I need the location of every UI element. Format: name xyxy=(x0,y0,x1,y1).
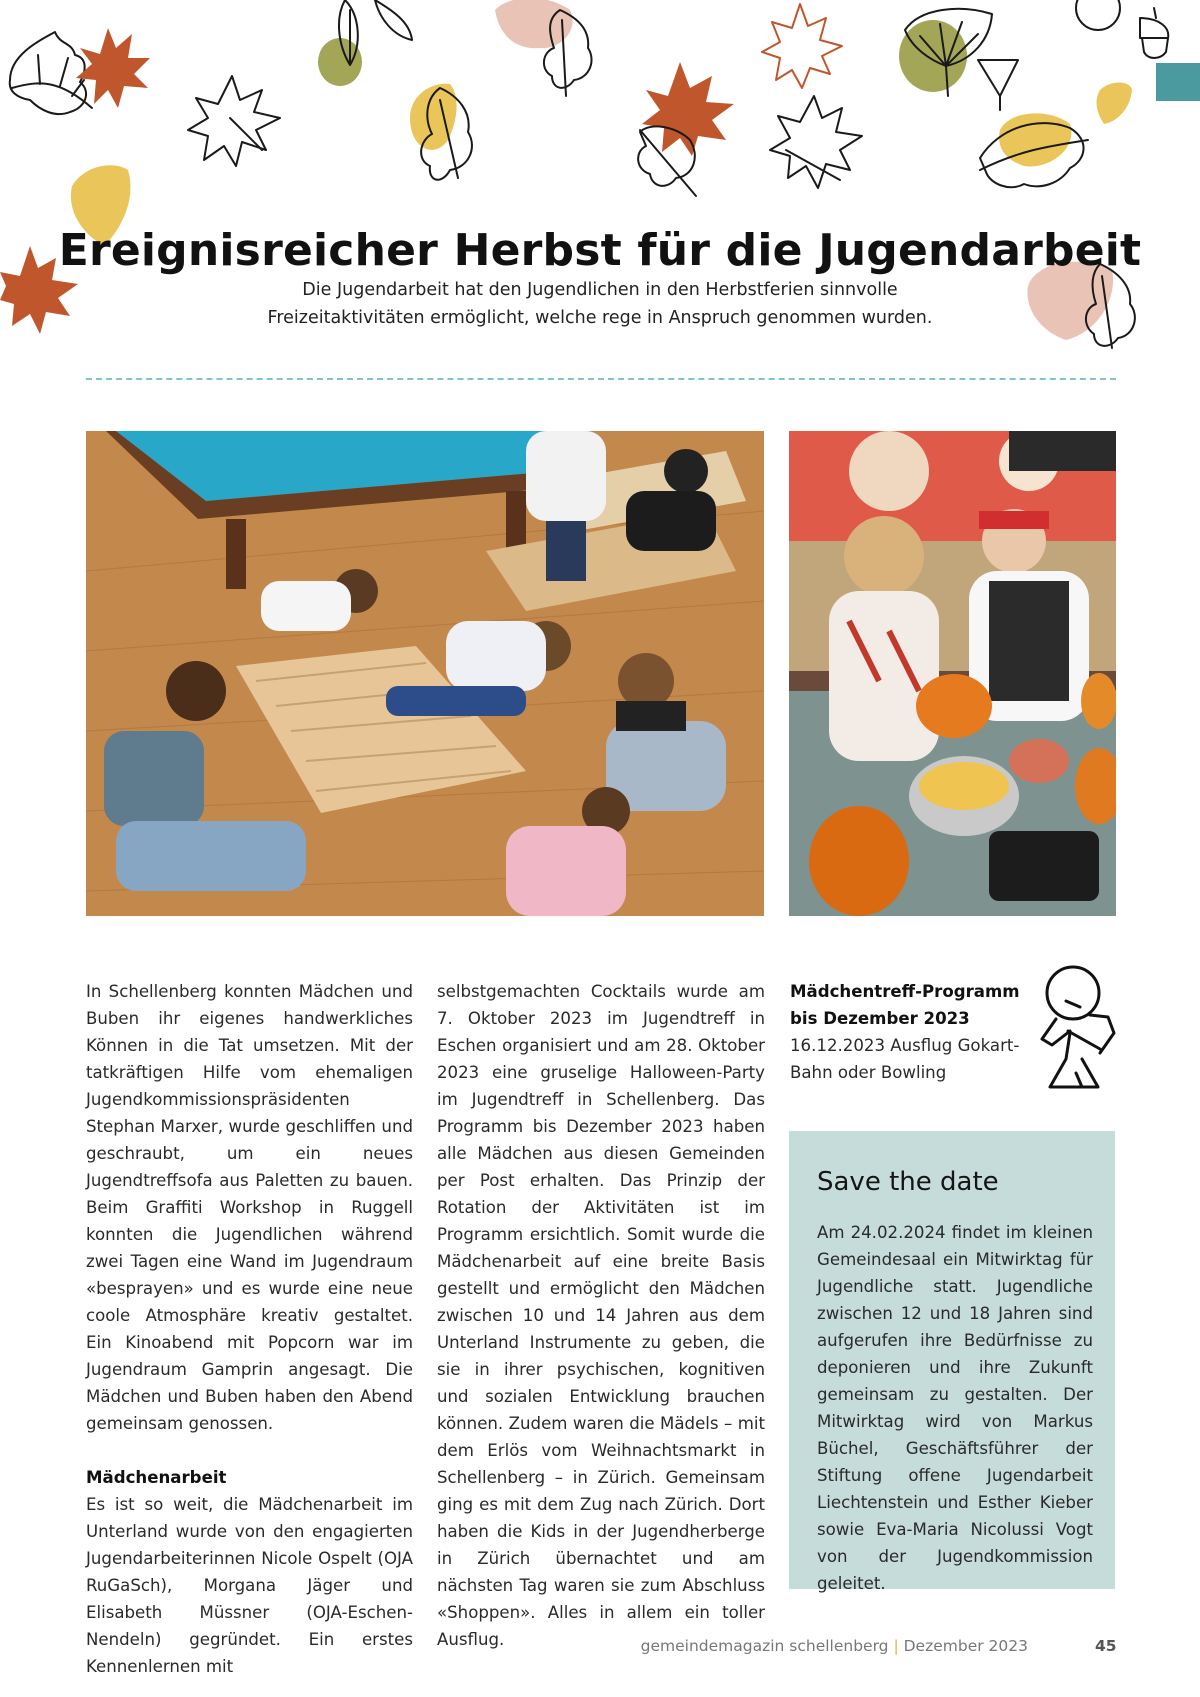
save-the-date-text: Am 24.02.2024 findet im kleinen Gemeindesaal ein Mitwirktag für Jugendliche statt. Jugendliche zwischen 12 und 18 Jahren sind aufgerufen ihre Bedürfnisse zu deponieren und ihre Zukunft gemeinsam zu gestalten. Der Mitwirktag wird von Markus Büchel, Geschäftsführer der Stiftung offene Jugendarbeit Liechtenstein und Esther Kieber sowie Eva-Maria Nicolussi Vogt von der Jugendkommission geleitet. xyxy=(817,1223,1093,1593)
oak-leaf-icon xyxy=(10,32,92,114)
stick-figure-icon xyxy=(1038,963,1138,1095)
footer-separator: | xyxy=(893,1637,899,1655)
article-column-2 xyxy=(437,978,765,1653)
yellow-leaf-icon xyxy=(1097,83,1132,125)
article-paragraph-1: In Schellenberg konnten Mädchen und Buben ihr eigenes handwerkliches Können in die Tat umsetzen. Mit der tatkräftigen Hilfe vom ehemaligen Jugendkommissionspräsidenten Stephan Marxer, wurde geschliffen und geschraubt, um ein neues Jugendtreffsofa aus Paletten zu bauen. Beim Graffiti Workshop in Ruggell konnten die Jugendlichen während zwei Tagen eine Wand im Jugendraum «besprayen» und es wurde eine neue coole Atmosphäre kreativ gestaltet. Ein Kinoabend mit Popcorn war im Jugendraum Gamprin angesagt. Die Mädchen und Buben haben den Abend gemeinsam genossen. xyxy=(86,982,413,1433)
save-the-date-box xyxy=(789,1131,1115,1593)
orange-maple-leaf-icon xyxy=(642,62,734,156)
article-column-1 xyxy=(86,978,413,1680)
maple-leaf-outline-orange-icon xyxy=(762,4,842,88)
section-color-tab xyxy=(1156,63,1200,101)
maple-leaf-icon xyxy=(76,28,150,108)
program-info xyxy=(790,978,1020,1086)
page-number: 45 xyxy=(1095,1637,1117,1655)
subtitle-line-2: Freizeitaktivitäten ermöglicht, welche rege in Anspruch genommen wurden. xyxy=(267,308,933,328)
footer-publication-name: gemeindemagazin schellenberg xyxy=(640,1637,889,1655)
article-paragraph-3: selbstgemachten Cocktails wurde am 7. Oktober 2023 im Jugendtreff in Eschen organisiert und am 28. Oktober 2023 eine gruselige Halloween-Party im Jugendtreff in Schellenberg. Das Programm bis Dezember 2023 haben alle Mädchen aus diesen Gemeinden per Post erhalten. Das Prinzip der Rotation der Aktivitäten ist im Programm ersichtlich. Somit wurde die Mädchenarbeit auf eine breite Basis gestellt und ermöglicht den Mädchen zwischen 10 und 14 Jahren aus dem Unterland Instrumente zu geben, die sie in ihrer psychischen, kognitiven und sozialen Entwicklung brauchen können. Zudem waren die Mädels – mit dem Erlös vom Weihnachtsmarkt in Schellenberg – in Zürich. Gemeinsam ging es mit dem Zug nach Zürich. Dort haben die Kids in der Jugendherberge in Zürich übernachtet und am nächsten Tag waren sie zum Abschluss «Shoppen». Alles in allem ein toller Ausflug. xyxy=(437,982,765,1649)
yellow-oak-leaf-2-icon xyxy=(999,113,1071,166)
program-heading-line-2: bis Dezember 2023 xyxy=(790,1009,970,1028)
photo-pallet-workshop xyxy=(86,431,764,916)
save-the-date-title: Save the date xyxy=(817,1167,999,1197)
photo-pumpkin-carving xyxy=(789,431,1116,916)
section-heading-maedchenarbeit: Mädchenarbeit xyxy=(86,1468,227,1487)
pink-leaf-icon xyxy=(495,0,573,48)
footer-publication xyxy=(641,1637,1028,1655)
article-title: Ereignisreicher Herbst für die Jugendarbeit xyxy=(58,225,1142,277)
article-paragraph-2: Es ist so weit, die Mädchenarbeit im Unterland wurde von den engagierten Jugendarbeiterinnen Nicole Ospelt (OJA RuGaSch), Morgana Jäger und Elisabeth Müssner (OJA-Eschen-Nendeln) gegründet. Ein erstes Kennenlernen mit xyxy=(86,1495,413,1676)
footer-date: Dezember 2023 xyxy=(903,1637,1028,1655)
dashed-divider xyxy=(86,378,1116,380)
program-text: 16.12.2023 Ausflug Gokart-Bahn oder Bowling xyxy=(790,1036,1020,1082)
maple-leaf-outline-2-icon xyxy=(770,96,862,188)
olive-leaf-icon xyxy=(318,38,362,86)
subtitle-line-1: Die Jugendarbeit hat den Jugendlichen in den Herbstferien sinnvolle xyxy=(302,280,898,300)
program-heading-line-1: Mädchentreff-Programm xyxy=(790,982,1020,1001)
acorn-icon xyxy=(1076,0,1120,30)
article-subtitle xyxy=(200,276,1000,332)
